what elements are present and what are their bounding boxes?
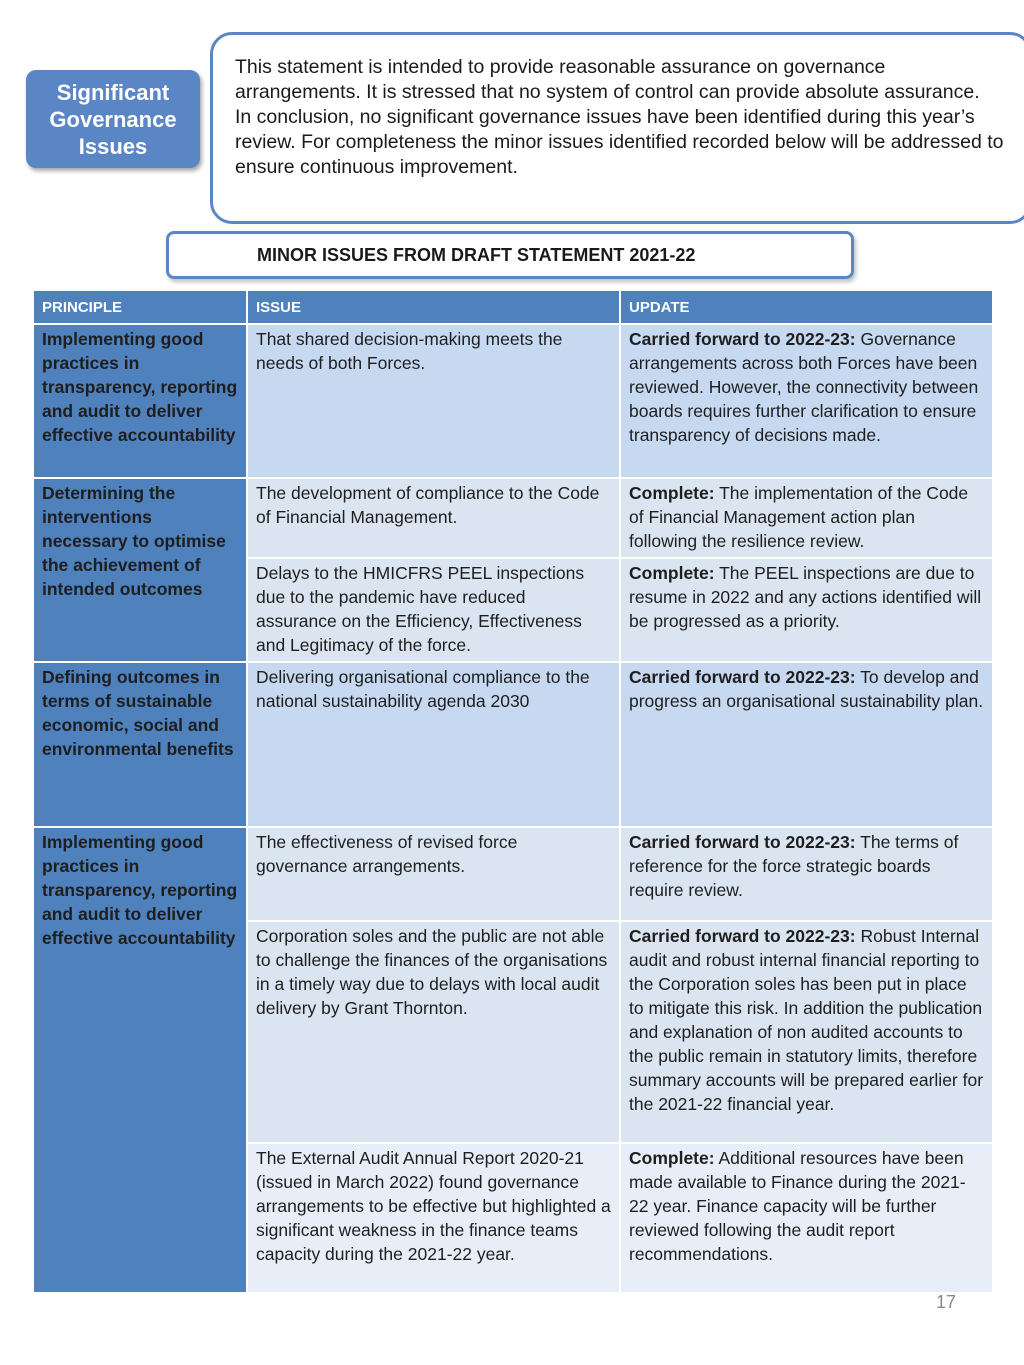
update-text: The implementation of the Code of Financial Management action plan following the resilience review. [629, 483, 969, 551]
table-row [33, 478, 993, 558]
update-text: The PEEL inspections are due to resume in 2022 and any actions identified will be progressed as a priority. [629, 563, 982, 631]
intro-paragraph-1: This statement is intended to provide reasonable assurance on governance arrangements. It is stressed that no system of control can provide absolute assurance. [235, 56, 980, 103]
table-row [33, 827, 993, 921]
update-cell [620, 921, 993, 1143]
update-text: Governance arrangements across both Forces have been reviewed. However, the connectivity between boards requires further clarification to ensure transparency of decisions made. [629, 329, 979, 445]
table-row [33, 324, 993, 478]
principle-cell: Defining outcomes in terms of sustainable economic, social and environmental benefits [33, 662, 247, 827]
issue-cell: That shared decision-making meets the needs of both Forces. [247, 324, 620, 478]
issue-cell: Delivering organisational compliance to the national sustainability agenda 2030 [247, 662, 620, 827]
minor-issues-table [32, 289, 994, 1294]
badge-title: Significant Governance Issues [49, 79, 177, 159]
update-status-label: Carried forward to 2022-23: [629, 329, 856, 349]
update-status-label: Complete: [629, 483, 715, 503]
update-cell [620, 558, 993, 662]
intro-paragraph-2: In conclusion, no significant governance issues have been identified during this year’s review. For completeness the minor issues identified recorded below will be addressed to ensure continuous improvement. [235, 106, 1004, 178]
update-status-label: Carried forward to 2022-23: [629, 832, 856, 852]
update-text: The terms of reference for the force strategic boards require review. [629, 832, 959, 900]
issue-cell: The development of compliance to the Code of Financial Management. [247, 478, 620, 558]
principle-cell: Implementing good practices in transparency, reporting and audit to deliver effective accountability [33, 827, 247, 1293]
update-text: Robust Internal audit and robust internal financial reporting to the Corporation soles has been put in place to mitigate this risk. In addition the publication and explanation of non audited accounts to the public remain in statutory limits, therefore summary accounts will be prepared earlier for the 2021-22 financial year. [629, 926, 984, 1114]
update-cell [620, 478, 993, 558]
update-status-label: Complete: [629, 563, 715, 583]
update-cell [620, 324, 993, 478]
update-status-label: Complete: [629, 1148, 715, 1168]
header-update: UPDATE [620, 290, 993, 324]
principle-cell: Implementing good practices in transparency, reporting and audit to deliver effective accountability [33, 324, 247, 478]
issue-cell: Corporation soles and the public are not able to challenge the finances of the organisations in a timely way due to delays with local audit delivery by Grant Thornton. [247, 921, 620, 1143]
principle-cell: Determining the interventions necessary to optimise the achievement of intended outcomes [33, 478, 247, 662]
update-text: To develop and progress an organisational sustainability plan. [629, 667, 984, 711]
update-status-label: Carried forward to 2022-23: [629, 926, 856, 946]
update-cell [620, 662, 993, 827]
update-status-label: Carried forward to 2022-23: [629, 667, 856, 687]
header-principle: PRINCIPLE [33, 290, 247, 324]
section-title: MINOR ISSUES FROM DRAFT STATEMENT 2021-22 [166, 231, 854, 279]
issue-cell: The External Audit Annual Report 2020-21 (issued in March 2022) found governance arrangements to be effective but highlighted a significant weakness in the finance teams capacity during the 2021-22 year. [247, 1143, 620, 1293]
update-cell [620, 827, 993, 921]
update-cell [620, 1143, 993, 1293]
table-header-row [33, 290, 993, 324]
issue-cell: The effectiveness of revised force governance arrangements. [247, 827, 620, 921]
section-badge [26, 70, 200, 168]
header-issue: ISSUE [247, 290, 620, 324]
intro-statement-box [210, 32, 1024, 224]
page-number: 17 [936, 1292, 957, 1312]
table-row [33, 662, 993, 827]
update-text: Additional resources have been made available to Finance during the 2021-22 year. Finance capacity will be further reviewed following the audit report recommendations. [629, 1148, 966, 1264]
issue-cell: Delays to the HMICFRS PEEL inspections due to the pandemic have reduced assurance on the Efficiency, Effectiveness and Legitimacy of the force. [247, 558, 620, 662]
